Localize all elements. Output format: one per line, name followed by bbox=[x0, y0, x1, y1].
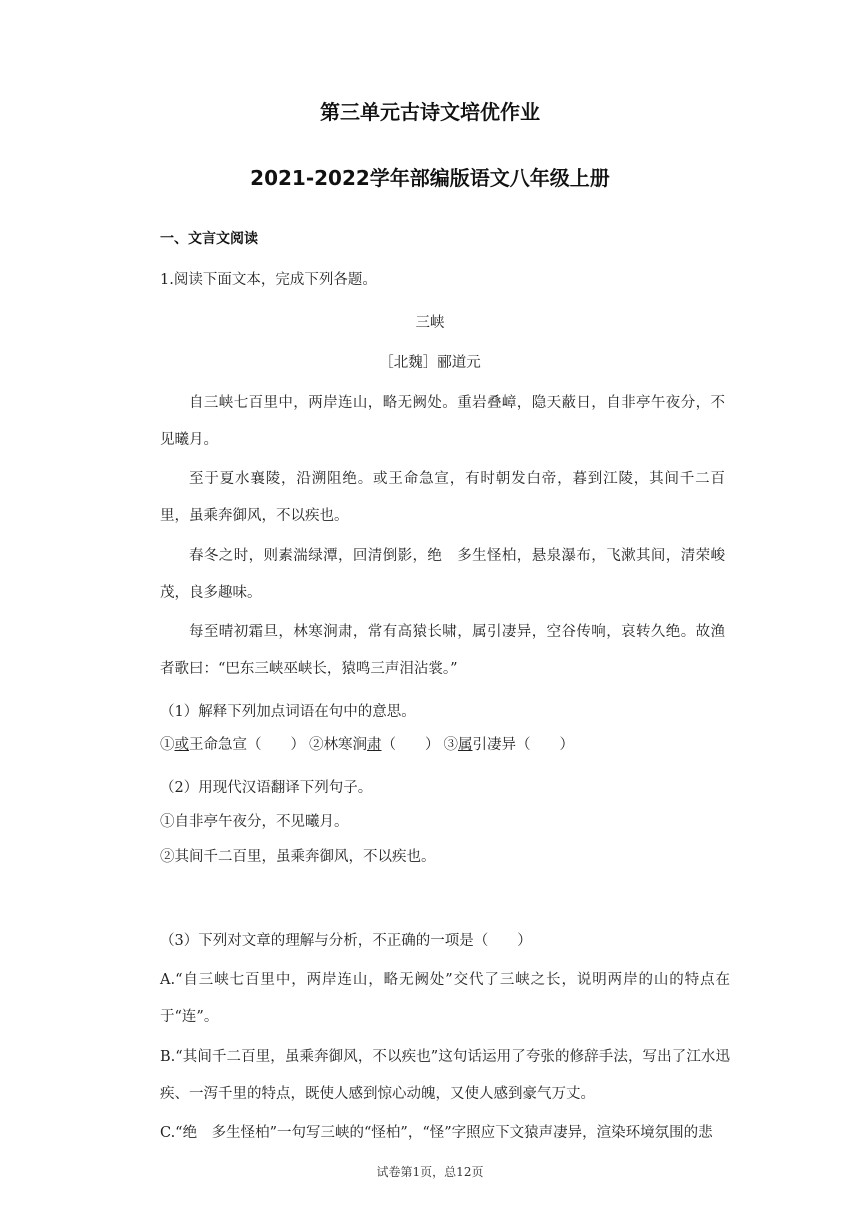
passage-paragraph: 自三峡七百里中，两岸连山，略无阙处。重岩叠嶂，隐天蔽日，自非亭午夜分，不见曦月。 bbox=[160, 395, 725, 448]
page-footer: 试卷第1页，总12页 bbox=[376, 1165, 484, 1179]
passage-paragraph: 至于夏水襄陵，沿溯阻绝。或王命急宣，有时朝发白帝，暮到江陵，其间千二百里，虽乘奔御风，不以疾也。 bbox=[160, 471, 725, 524]
q3-option-a: A.“自三峡七百里中，两岸连山，略无阙处”交代了三峡之长，说明两岸的山的特点在于“连”。 bbox=[160, 972, 730, 1025]
q3-prompt: （3）下列对文章的理解与分析，不正确的一项是（ ） bbox=[160, 933, 532, 949]
q2-item: ②其间千二百里，虽乘奔御风，不以疾也。 bbox=[160, 849, 436, 865]
q3-option-b: B.“其间千二百里，虽乘奔御风，不以疾也”这句话运用了夸张的修辞手法，写出了江水迅疾、一泻千里的特点，既使人感到惊心动魄，又使人感到豪气万丈。 bbox=[160, 1049, 730, 1102]
document-title: 第三单元古诗文培优作业 bbox=[320, 100, 540, 124]
passage-title: 三峡 bbox=[415, 315, 445, 331]
section-heading: 一、文言文阅读 bbox=[160, 231, 258, 247]
q1-items bbox=[160, 733, 574, 754]
q3-option-c: C.“绝 多生怪柏”一句写三峡的“怪柏”，“怪”字照应下文猿声凄异，渲染环境氛围的悲 bbox=[160, 1125, 713, 1141]
document-subtitle: 2021-2022学年部编版语文八年级上册 bbox=[250, 166, 610, 190]
question-intro: 1.阅读下面文本，完成下列各题。 bbox=[160, 272, 377, 288]
passage-paragraph: 每至晴初霜旦，林寒涧肃，常有高猿长啸，属引凄异，空谷传响，哀转久绝。故渔者歌曰：“巴东三峡巫峡长，猿鸣三声泪沾裳。” bbox=[160, 624, 725, 677]
q1-prompt: （1）解释下列加点词语在句中的意思。 bbox=[160, 704, 416, 720]
passage-author: ［北魏］郦道元 bbox=[379, 355, 481, 371]
q1-item: ①或王命急宣（ ） bbox=[160, 737, 305, 753]
q1-item: ③属引凄异（ ） bbox=[443, 737, 574, 753]
q1-item: ②林寒涧肃（ ） bbox=[309, 737, 440, 753]
q2-prompt: （2）用现代汉语翻译下列句子。 bbox=[160, 780, 373, 796]
q2-item: ①自非亭午夜分，不见曦月。 bbox=[160, 814, 349, 830]
passage-paragraph: 春冬之时，则素湍绿潭，回清倒影，绝 多生怪柏，悬泉瀑布，飞漱其间，清荣峻茂，良多趣味。 bbox=[160, 548, 725, 601]
